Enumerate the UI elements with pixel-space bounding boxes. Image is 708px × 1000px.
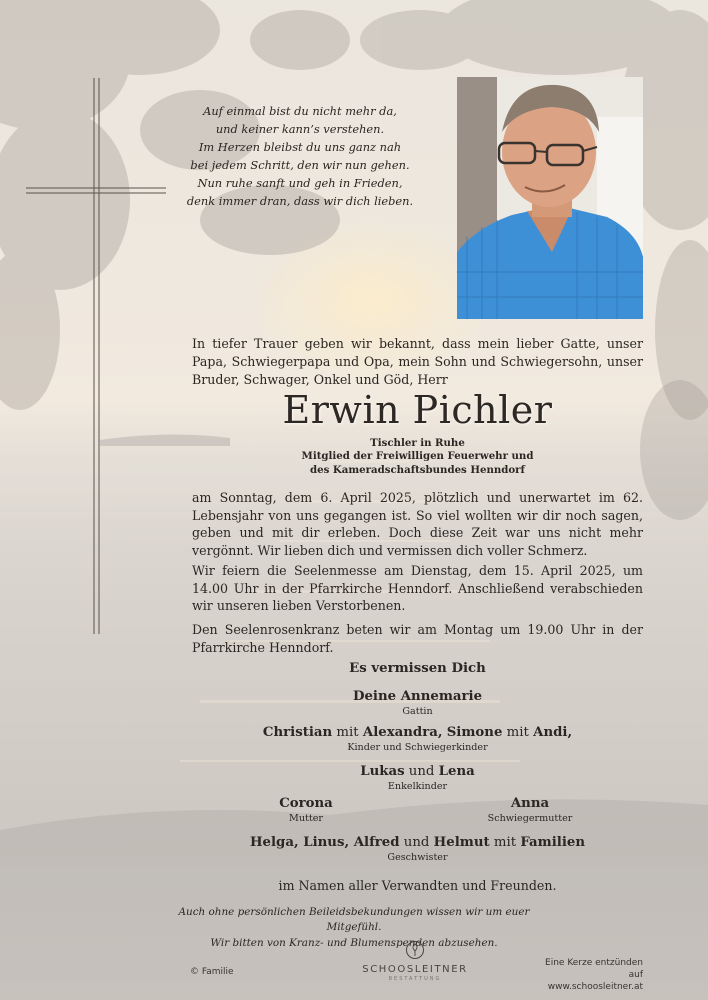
cross-icon (26, 78, 166, 634)
mother-role: Mutter (289, 813, 323, 824)
sibling-name: Helmut (433, 835, 490, 850)
logo-sub: BESTATTUNG (388, 976, 442, 982)
connector-word: mit (336, 725, 359, 740)
connector-word: mit (506, 725, 529, 740)
subtitle-line: des Kameradschaftsbundes Henndorf (310, 463, 525, 476)
portrait-photo (457, 77, 643, 319)
child-name: Simone (446, 725, 503, 740)
spouse-role: Gattin (402, 706, 433, 717)
subtitle-line: Mitglied der Freiwilligen Feuerwehr und (301, 450, 534, 463)
child-name: Andi, (533, 725, 573, 740)
children-role: Kinder und Schwiegerkinder (347, 742, 488, 753)
poem (150, 102, 450, 210)
mother-block (256, 796, 356, 824)
candle-text: Eine Kerze entzünden auf (545, 958, 643, 980)
spouse-name: Deine Annemarie (352, 689, 483, 704)
deceased-name: Erwin Pichler (282, 388, 553, 432)
candle-link[interactable] (535, 957, 643, 993)
closing-line: im Namen aller Verwandten und Freunden. (278, 878, 557, 893)
child-name: Christian (262, 725, 333, 740)
siblings-role: Geschwister (387, 852, 448, 863)
deceased-subtitle (192, 437, 643, 477)
logo-name: SCHOOSLEITNER (362, 964, 468, 975)
candle-url[interactable]: www.schoosleitner.at (547, 982, 643, 992)
siblings-line (192, 835, 643, 850)
footer-note-line: Wir bitten von Kranz- und Blumenspenden abzusehen. (210, 936, 498, 949)
mother-in-law-block (470, 796, 590, 824)
footer-note-line: Auch ohne persönlichen Beileidsbekundungen wissen wir um euer Mitgefühl. (178, 906, 530, 934)
rosary-paragraph: Den Seelenrosenkranz beten wir am Montag um 19.00 Uhr in der Pfarrkirche Henndorf. (192, 622, 643, 655)
sibling-families: Familien (520, 835, 586, 850)
grandchild-name: Lena (438, 764, 475, 779)
copyright: © Familie (190, 967, 234, 977)
intro-text: In tiefer Trauer geben wir bekannt, dass mein lieber Gatte, unser Papa, Schwiegerpapa und Opa, mein Sohn und Schwiegersohn, unser Bruder, Schwager, Onkel und Göd, Herr (192, 336, 643, 387)
child-name: Alexandra, (362, 725, 443, 740)
rose-logo-icon (405, 940, 425, 960)
children-line (192, 725, 643, 740)
mother-in-law-role: Schwiegermutter (487, 813, 573, 824)
connector-word: und (403, 835, 430, 850)
grandchildren-line (192, 764, 643, 779)
connector-word: und (408, 764, 435, 779)
poem-line: und keiner kann’s verstehen. (215, 122, 385, 136)
grandchildren-role: Enkelkinder (387, 781, 448, 792)
mother-in-law-name: Anna (510, 796, 550, 811)
poem-line: Im Herzen bleibst du uns ganz nah (198, 140, 402, 154)
funeral-home-logo (360, 940, 470, 982)
sibling-names: Helga, Linus, Alfred (249, 835, 400, 850)
poem-line: bei jedem Schritt, den wir nun gehen. (190, 158, 410, 172)
grandchild-name: Lukas (360, 764, 405, 779)
mother-name: Corona (279, 796, 333, 811)
footer-note (150, 905, 558, 951)
connector-word: mit (493, 835, 517, 850)
poem-line: Nun ruhe sanft und geh in Frieden, (197, 176, 403, 190)
death-notice-paragraph: am Sonntag, dem 6. April 2025, plötzlich und unerwartet im 62. Lebensjahr von uns gegangen ist. So viel wollten wir dir noch sagen, geben und mit dir erleben. Doch diese Zeit war uns nicht mehr vergönnt. Wir lieben dich und vermissen dich voller Schmerz. (192, 490, 643, 558)
subtitle-line: Tischler in Ruhe (370, 437, 465, 449)
poem-line: denk immer dran, dass wir dich lieben. (186, 194, 414, 208)
mourners-heading: Es vermissen Dich (349, 661, 486, 676)
funeral-mass-paragraph: Wir feiern die Seelenmesse am Dienstag, dem 15. April 2025, um 14.00 Uhr in der Pfarrkirche Henndorf. Anschließend verabschieden wir unseren lieben Verstorbenen. (192, 563, 643, 614)
poem-line: Auf einmal bist du nicht mehr da, (203, 104, 397, 118)
